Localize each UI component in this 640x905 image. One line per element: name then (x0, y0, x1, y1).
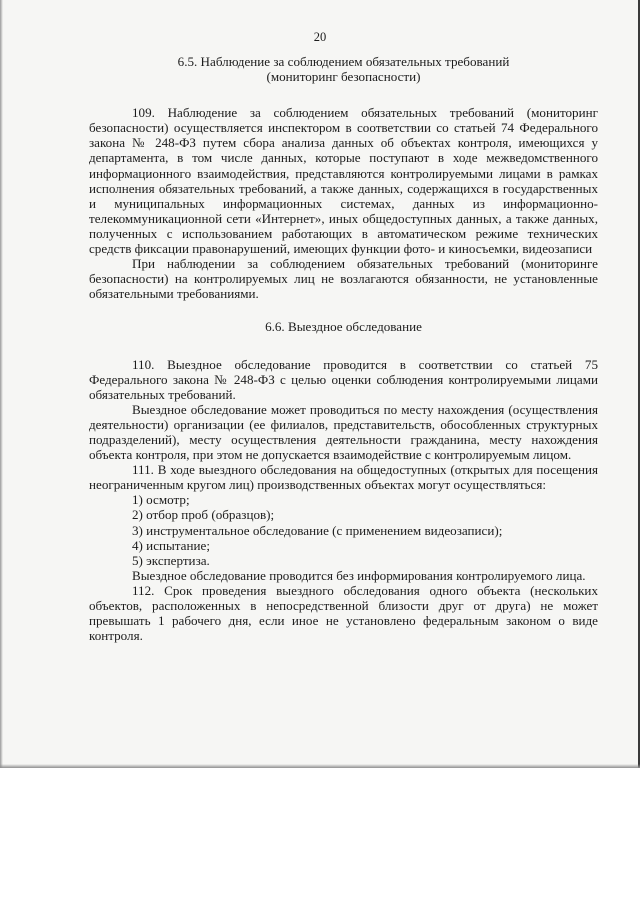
section-6-6-title: 6.6. Выездное обследование (265, 319, 422, 335)
section-6-5-title: 6.5. Наблюдение за соблюдением обязательных требований (177, 54, 510, 69)
paragraph-inspection-location: Выездное обследование может проводиться по месту нахождения (осуществления деятельности) организации (ее филиалов, представительств, обособленных структурных подразделений), месту осуществления деятельности гражданина, месту нахождения объекта контроля, при этом не допускается взаимодействие с контролируемым лицом. (89, 401, 598, 463)
scan-left-edge-shadow (0, 0, 3, 768)
paragraph-no-notification: Выездное обследование проводится без информирования контролируемого лица. (132, 567, 586, 583)
paragraph-monitoring-obligations: При наблюдении за соблюдением обязательных требований (мониторинге безопасности) на контролируемых лиц не возлагаются обязанности, не установленные обязательными требованиями. (89, 256, 598, 302)
list-item-instrumental: 3) инструментальное обследование (с применением видеозаписи); (132, 522, 503, 538)
paragraph-109: 109. Наблюдение за соблюдением обязательных требований (мониторинг безопасности) осуществляется инспектором в соответствии со статьей 74 Федерального закона № 248-ФЗ путем сбора анализа данных об объектах контроля, имеющихся у департамента, в том числе данных, которые поступают в ходе межведомственного информационного взаимодействия, представляются контролируемыми лицами в рамках исполнения обязательных требований, а также данных, содержащихся в государственных и муниципальных информационных системах, данных из информационно-телекоммуникационной сети «Интернет», иных общедоступных данных, а также данных, полученных с использованием работающих в автоматическом режиме технических средств фиксации правонарушений, имеющих функции фото- и киносъемки, видеозаписи (89, 105, 598, 257)
list-item-testing: 4) испытание; (132, 537, 210, 553)
list-item-inspection: 1) осмотр; (132, 492, 190, 508)
list-item-sampling: 2) отбор проб (образцов); (132, 507, 275, 523)
document-body (89, 54, 598, 643)
paragraph-110: 110. Выездное обследование проводится в соответствии со статьей 75 Федерального закона № 248-ФЗ с целью оценки соблюдения контролируемыми лицами обязательных требований. (89, 356, 598, 402)
scan-bottom-edge-shadow (0, 764, 640, 768)
page-number: 20 (313, 30, 327, 44)
paragraph-112: 112. Срок проведения выездного обследования одного объекта (нескольких объектов, расположенных в непосредственной близости друг от друга) не может превышать 1 рабочего дня, если иное не установлено федеральным законом о виде контроля. (89, 582, 598, 644)
paragraph-111: 111. В ходе выездного обследования на общедоступных (открытых для посещения неограниченным кругом лиц) производственных объектах могут осуществляться: (89, 462, 598, 493)
section-6-5-subtitle: (мониторинг безопасности) (266, 69, 421, 85)
list-item-expertise: 5) экспертиза. (132, 552, 210, 568)
section-6-5-heading (89, 54, 598, 84)
